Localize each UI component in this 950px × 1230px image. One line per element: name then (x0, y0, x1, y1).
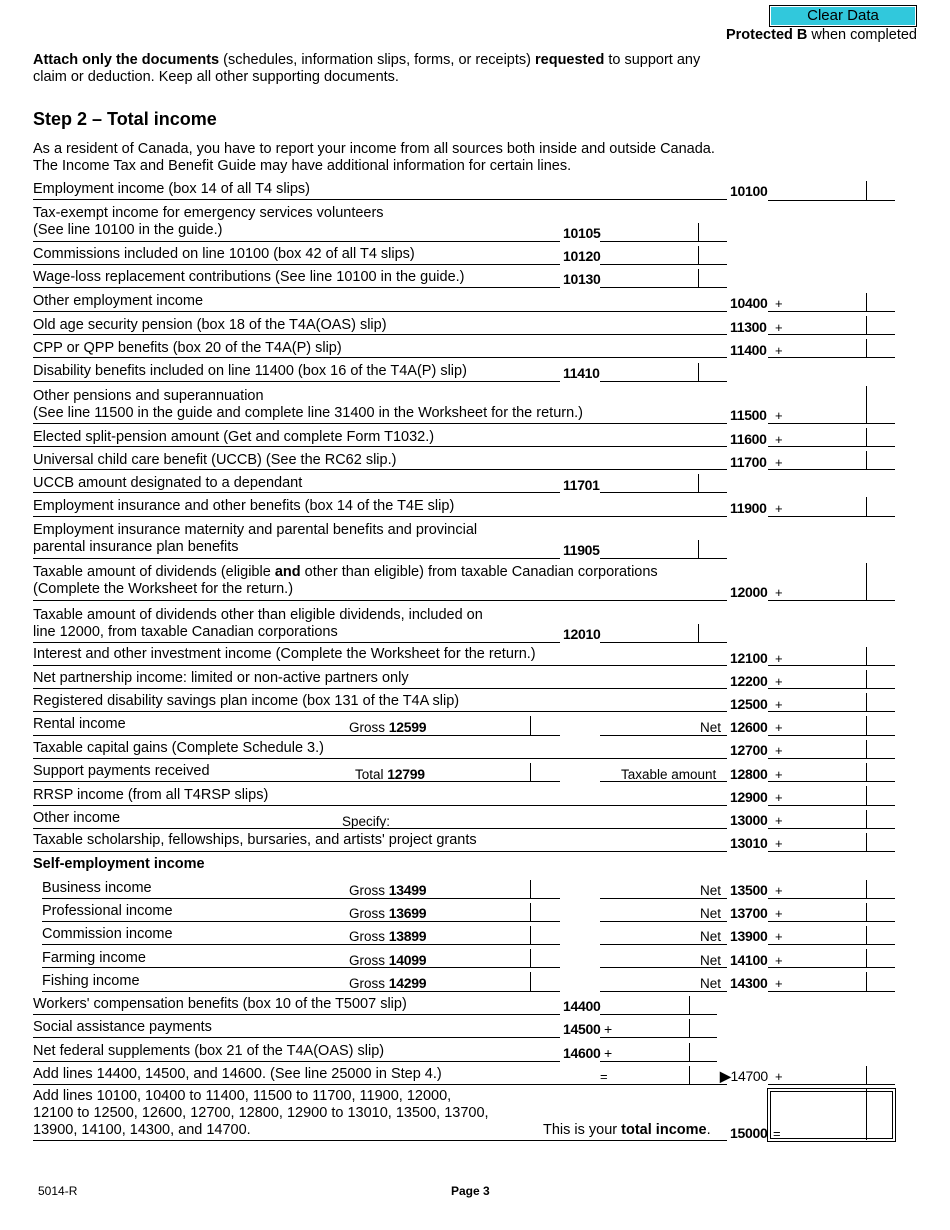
taxable-field-line (600, 781, 727, 782)
code-13500: 13500 (730, 882, 768, 898)
plus-sign: + (775, 790, 783, 805)
cents-divider (698, 223, 699, 241)
cents-divider (689, 1066, 690, 1084)
amount-field-13500[interactable] (768, 898, 895, 899)
intro-text: Attach only the documents (schedules, information slips, forms, or receipts) requested to support any claim or deduction. Keep all other supporting documents. (33, 52, 701, 85)
code-12700: 12700 (730, 742, 768, 758)
clear-data-button[interactable]: Clear Data (769, 5, 917, 27)
row-line (33, 311, 727, 312)
amount-field-13699[interactable] (432, 921, 560, 922)
amount-field-11500[interactable] (768, 423, 895, 424)
amount-field-14700-sub[interactable] (600, 1084, 717, 1085)
amount-field-13010[interactable] (768, 851, 895, 852)
cents-divider (866, 693, 867, 711)
code-11905: 11905 (563, 542, 600, 558)
line-12200-label: Net partnership income: limited or non-active partners only (33, 670, 409, 686)
line-13000-label: Other income (33, 810, 121, 826)
amount-field-10105[interactable] (600, 241, 727, 242)
amount-field-10400[interactable] (768, 311, 895, 312)
net-field-line (600, 921, 727, 922)
row-line (33, 711, 727, 712)
line-10105-label: Tax-exempt income for emergency services volunteers (See line 10100 in the guide.) (33, 205, 384, 238)
amount-field-13899[interactable] (432, 944, 560, 945)
cents-divider (866, 428, 867, 446)
cents-divider (530, 972, 531, 991)
row-line (33, 264, 560, 265)
specify-label: Specify: (342, 814, 391, 829)
cents-divider (530, 880, 531, 898)
line-11700-label: Universal child care benefit (UCCB) (See the RC62 slip.) (33, 452, 397, 468)
code-14600: 14600 + (563, 1045, 612, 1061)
code-12600: 12600 (730, 719, 768, 735)
code-12900: 12900 (730, 789, 768, 805)
line-11600-label: Elected split-pension amount (Get and complete Form T1032.) (33, 429, 435, 445)
code-13000: 13000 (730, 812, 768, 828)
line-12000-label: Taxable amount of dividends (eligible and other than eligible) from taxable Canadian corporations (Complete the Worksheet for the return.) (33, 564, 658, 597)
equals-sign: = (773, 1126, 781, 1141)
cents-divider (866, 339, 867, 357)
cents-divider (866, 810, 867, 828)
plus-sign: + (775, 720, 783, 735)
page-number: Page 3 (451, 1184, 490, 1198)
step-description: As a resident of Canada, you have to report your income from all sources both inside and outside Canada. The Income Tax and Benefit Guide may have additional information for certain lines. (33, 141, 715, 174)
line-14600-label: Net federal supplements (box 21 of the T4A(OAS) slip) (33, 1043, 385, 1059)
amount-field-11300[interactable] (768, 334, 895, 335)
line-11300-label: Old age security pension (box 18 of the T4A(OAS) slip) (33, 317, 387, 333)
amount-field-13000[interactable] (768, 828, 895, 829)
net-label: Net (700, 720, 722, 735)
code-12200: 12200 (730, 673, 768, 689)
cents-divider (866, 949, 867, 967)
amount-field-11600[interactable] (768, 446, 895, 447)
row-line (33, 516, 727, 517)
equals-sign: = (600, 1069, 608, 1084)
cents-divider (866, 1066, 867, 1084)
line-10400-label: Other employment income (33, 293, 204, 309)
total-income-text: This is your total income. (543, 1122, 711, 1138)
code-12100: 12100 (730, 650, 768, 666)
taxable-amount-label: Taxable amount (621, 767, 717, 782)
line-13900-label: Commission income (42, 926, 173, 942)
line-12100-label: Interest and other investment income (Complete the Worksheet for the return.) (33, 646, 536, 662)
line-12600-label: Rental income (33, 716, 126, 732)
line-11701-label: UCCB amount designated to a dependant (33, 475, 303, 491)
code-11500: 11500 (730, 407, 767, 423)
cents-divider (866, 833, 867, 851)
line-11400-label: CPP or QPP benefits (box 20 of the T4A(P) slip) (33, 340, 342, 356)
row-line (33, 423, 727, 424)
plus-sign: + (775, 585, 783, 600)
cents-divider (530, 716, 531, 735)
line-11500-label: Other pensions and superannuation (See line 11500 in the guide and complete line 31400 in the Worksheet for the return.) (33, 388, 584, 421)
line-10130-label: Wage-loss replacement contributions (See line 10100 in the guide.) (33, 269, 465, 285)
net-field-line (600, 898, 727, 899)
amount-field-13700[interactable] (768, 921, 895, 922)
cents-divider (698, 269, 699, 287)
cents-divider (866, 563, 867, 600)
amount-field-14099[interactable] (432, 967, 560, 968)
row-line (33, 558, 560, 559)
plus-sign: + (775, 836, 783, 851)
plus-sign: + (775, 813, 783, 828)
row-line (33, 642, 560, 643)
row-line (33, 334, 727, 335)
plus-sign: + (775, 651, 783, 666)
plus-sign: + (775, 976, 783, 991)
code-14700: ▶14700 (720, 1068, 768, 1084)
code-11410: 11410 (563, 365, 600, 381)
line-15000-label: Add lines 10100, 10400 to 11400, 11500 to 11700, 11900, 12000, 12100 to 12500, 12600, 12700, 12800, 12900 to 13010, 13500, 13700, 13900, 14100, 14300, and 14700. (33, 1088, 489, 1138)
amount-field-14500[interactable] (600, 1037, 717, 1038)
amount-field-12799[interactable] (432, 781, 560, 782)
code-14100: 14100 (730, 952, 768, 968)
line-12500-label: Registered disability savings plan income (box 131 of the T4A slip) (33, 693, 460, 709)
cents-divider (866, 903, 867, 921)
plus-sign: + (775, 906, 783, 921)
row-line (33, 241, 560, 242)
cents-divider (866, 716, 867, 735)
line-10100-label: Employment income (box 14 of all T4 slips) (33, 181, 310, 197)
cents-divider (530, 763, 531, 781)
amount-field-13900[interactable] (768, 944, 895, 945)
cents-divider (866, 293, 867, 311)
line-14100-label: Farming income (42, 950, 146, 966)
amount-field-14400[interactable] (600, 1014, 717, 1015)
code-12000: 12000 (730, 584, 768, 600)
gross-label: Gross 12599 (349, 719, 427, 735)
line-13010-label: Taxable scholarship, fellowships, bursaries, and artists' project grants (33, 832, 477, 848)
cents-divider (689, 1043, 690, 1061)
cents-divider (698, 363, 699, 381)
code-11600: 11600 (730, 431, 767, 447)
cents-divider (866, 786, 867, 805)
amount-field-12800[interactable] (768, 781, 895, 782)
code-13900: 13900 (730, 928, 768, 944)
line-13500-label: Business income (42, 880, 152, 896)
row-line (33, 688, 727, 689)
row-line (33, 1014, 560, 1015)
net-label: Net (700, 883, 722, 898)
plus-sign: + (775, 408, 783, 423)
amount-field-12599[interactable] (432, 735, 560, 736)
code-10100: 10100 (730, 183, 768, 199)
code-11900: 11900 (730, 500, 767, 516)
row-line (33, 287, 560, 288)
code-11701: 11701 (563, 477, 600, 493)
cents-divider (866, 880, 867, 898)
amount-field-11900[interactable] (768, 516, 895, 517)
plus-sign: + (775, 320, 783, 335)
line-14700-label: Add lines 14400, 14500, and 14600. (See line 25000 in Step 4.) (33, 1066, 442, 1082)
line-12700-label: Taxable capital gains (Complete Schedule 3.) (33, 740, 324, 756)
plus-sign: + (775, 697, 783, 712)
row-line (33, 199, 727, 200)
code-14400: 14400 (563, 998, 601, 1014)
line-14400-label: Workers' compensation benefits (box 10 of the T5007 slip) (33, 996, 407, 1012)
gross-label: Gross 14299 (349, 975, 427, 991)
amount-field-10120[interactable] (600, 264, 727, 265)
code-13010: 13010 (730, 835, 768, 851)
cents-divider (866, 647, 867, 665)
net-field-line (600, 991, 727, 992)
cents-divider (689, 1019, 690, 1037)
line-14300-label: Fishing income (42, 973, 140, 989)
cents-divider (866, 926, 867, 944)
code-10130: 10130 (563, 271, 601, 287)
cents-divider (866, 316, 867, 334)
gross-label: Gross 13499 (349, 882, 427, 898)
code-15000: 15000 (730, 1125, 768, 1141)
cents-divider (866, 670, 867, 688)
line-10120-label: Commissions included on line 10100 (box 42 of all T4 slips) (33, 246, 415, 262)
code-11700: 11700 (730, 454, 767, 470)
amount-field-14700[interactable] (768, 1084, 895, 1085)
line-11900-label: Employment insurance and other benefits (box 14 of the T4E slip) (33, 498, 455, 514)
row-line (33, 469, 727, 470)
amount-field-14600[interactable] (600, 1061, 717, 1062)
cents-divider (866, 497, 867, 516)
code-14500: 14500 + (563, 1021, 612, 1037)
cents-divider (689, 996, 690, 1014)
row-line (33, 828, 727, 829)
code-11300: 11300 (730, 319, 767, 335)
amount-field-14299[interactable] (432, 991, 560, 992)
code-13700: 13700 (730, 905, 768, 921)
gross-label: Gross 14099 (349, 952, 427, 968)
cents-divider (866, 972, 867, 991)
code-11400: 11400 (730, 342, 767, 358)
line-12900-label: RRSP income (from all T4RSP slips) (33, 787, 269, 803)
cents-divider (866, 740, 867, 758)
amount-field-11700[interactable] (768, 469, 895, 470)
amount-field-12200[interactable] (768, 688, 895, 689)
amount-field-10100[interactable] (768, 200, 895, 201)
cents-divider (698, 624, 699, 642)
net-label: Net (700, 953, 722, 968)
plus-sign: + (775, 501, 783, 516)
cents-divider (866, 386, 867, 423)
cents-divider (698, 246, 699, 264)
row-line (33, 1061, 560, 1062)
code-10400: 10400 (730, 295, 768, 311)
cents-divider (866, 451, 867, 469)
amount-field-10130[interactable] (600, 287, 727, 288)
amount-field-11410[interactable] (600, 381, 727, 382)
amount-field-12010[interactable] (600, 642, 727, 643)
amount-field-12900[interactable] (768, 805, 895, 806)
step-title: Step 2 – Total income (33, 109, 217, 129)
plus-sign: + (775, 343, 783, 358)
plus-sign: + (775, 1069, 783, 1084)
row-line (33, 805, 727, 806)
self-employment-heading: Self-employment income (33, 856, 205, 872)
net-label: Net (700, 976, 722, 991)
row-line (33, 446, 727, 447)
plus-sign: + (775, 929, 783, 944)
amount-field-11400[interactable] (768, 357, 895, 358)
amount-field-12100[interactable] (768, 665, 895, 666)
amount-field-12700[interactable] (768, 758, 895, 759)
cents-divider (698, 474, 699, 492)
form-id: 5014-R (38, 1184, 78, 1198)
line-12010-label: Taxable amount of dividends other than eligible dividends, included on line 12000, from taxable Canadian corporations (33, 607, 483, 640)
cents-divider (698, 540, 699, 558)
row-line (33, 1140, 727, 1141)
row-line (33, 492, 560, 493)
line-14500-label: Social assistance payments (33, 1019, 212, 1035)
code-10105: 10105 (563, 225, 601, 241)
plus-sign: + (775, 883, 783, 898)
plus-sign: + (775, 953, 783, 968)
code-12010: 12010 (563, 626, 601, 642)
cents-divider (530, 903, 531, 921)
gross-label: Gross 13699 (349, 905, 427, 921)
plus-sign: + (775, 455, 783, 470)
cents-divider (866, 181, 867, 200)
plus-sign: + (775, 767, 783, 782)
amount-field-12500[interactable] (768, 711, 895, 712)
net-label: Net (700, 906, 722, 921)
total-label: Total 12799 (355, 766, 425, 782)
line-11410-label: Disability benefits included on line 11400 (box 16 of the T4A(P) slip) (33, 363, 467, 379)
plus-sign: + (775, 743, 783, 758)
amount-field-14300[interactable] (768, 991, 895, 992)
line-12800-label: Support payments received (33, 763, 210, 779)
cents-divider (866, 1088, 867, 1140)
amount-field-14100[interactable] (768, 967, 895, 968)
protected-b-label: Protected B when completed (725, 27, 917, 43)
cents-divider (866, 763, 867, 781)
plus-sign: + (775, 432, 783, 447)
amount-field-11905[interactable] (600, 558, 727, 559)
code-12800: 12800 (730, 766, 768, 782)
gross-label: Gross 13899 (349, 928, 427, 944)
net-label: Net (700, 929, 722, 944)
code-10120: 10120 (563, 248, 601, 264)
code-14300: 14300 (730, 975, 768, 991)
net-field-line (600, 944, 727, 945)
plus-sign: + (775, 674, 783, 689)
row-line (33, 381, 560, 382)
line-11905-label: Employment insurance maternity and parental benefits and provincial parental insurance plan benefits (33, 522, 478, 555)
amount-field-12600[interactable] (768, 735, 895, 736)
amount-field-13499[interactable] (432, 898, 560, 899)
code-12500: 12500 (730, 696, 768, 712)
row-line (33, 1037, 560, 1038)
row-line (33, 851, 727, 852)
cents-divider (530, 926, 531, 944)
row-line (33, 357, 727, 358)
line-13700-label: Professional income (42, 903, 173, 919)
amount-field-11701[interactable] (600, 492, 727, 493)
net-field-line (600, 967, 727, 968)
cents-divider (530, 949, 531, 967)
row-line (33, 665, 727, 666)
total-income-inner (770, 1091, 893, 1139)
amount-field-12000[interactable] (768, 600, 895, 601)
plus-sign: + (775, 296, 783, 311)
row-line (33, 758, 727, 759)
net-field-line (600, 735, 727, 736)
row-line (33, 600, 727, 601)
